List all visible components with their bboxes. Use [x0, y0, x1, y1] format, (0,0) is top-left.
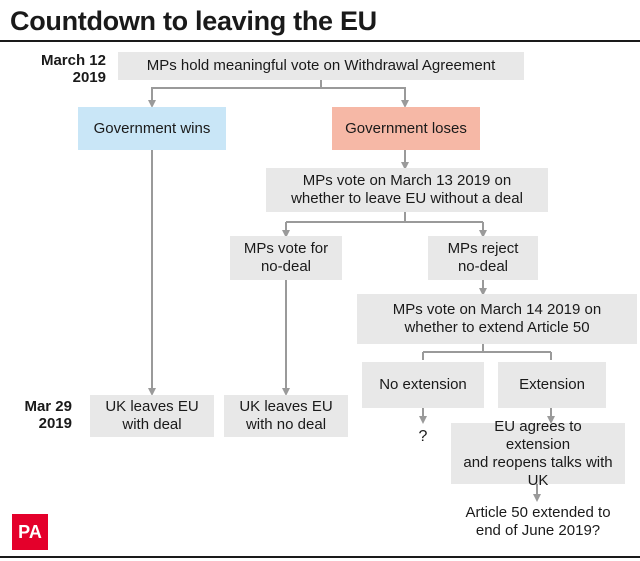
- node-government-loses: Government loses: [332, 107, 480, 150]
- pa-logo: PA: [12, 514, 48, 550]
- connector-extend-split: [423, 352, 551, 360]
- node-eu-agrees: EU agrees to extension and reopens talks with UK: [451, 423, 625, 484]
- connector-vote-split: [152, 88, 405, 106]
- date-label-mar-29: Mar 29 2019: [24, 398, 72, 432]
- node-meaningful-vote: MPs hold meaningful vote on Withdrawal Agreement: [118, 52, 524, 80]
- node-article-50-extended: Article 50 extended to end of June 2019?: [465, 504, 611, 539]
- node-mps-vote-for-no-deal: MPs vote for no-deal: [230, 236, 342, 280]
- node-government-wins: Government wins: [78, 107, 226, 150]
- node-uk-leaves-with-deal: UK leaves EU with deal: [90, 395, 214, 437]
- node-extend-vote: MPs vote on March 14 2019 on whether to extend Article 50: [357, 294, 637, 344]
- date-label-march-12: March 12 2019: [40, 52, 106, 86]
- node-mps-reject-no-deal: MPs reject no-deal: [428, 236, 538, 280]
- chart-title: Countdown to leaving the EU: [10, 6, 377, 36]
- node-unknown-outcome: ?: [418, 428, 428, 445]
- node-uk-leaves-no-deal: UK leaves EU with no deal: [224, 395, 348, 437]
- bottom-rule: [0, 556, 640, 558]
- node-no-deal-vote: MPs vote on March 13 2019 on whether to leave EU without a deal: [266, 168, 548, 212]
- node-no-extension: No extension: [362, 362, 484, 408]
- node-extension: Extension: [498, 362, 606, 408]
